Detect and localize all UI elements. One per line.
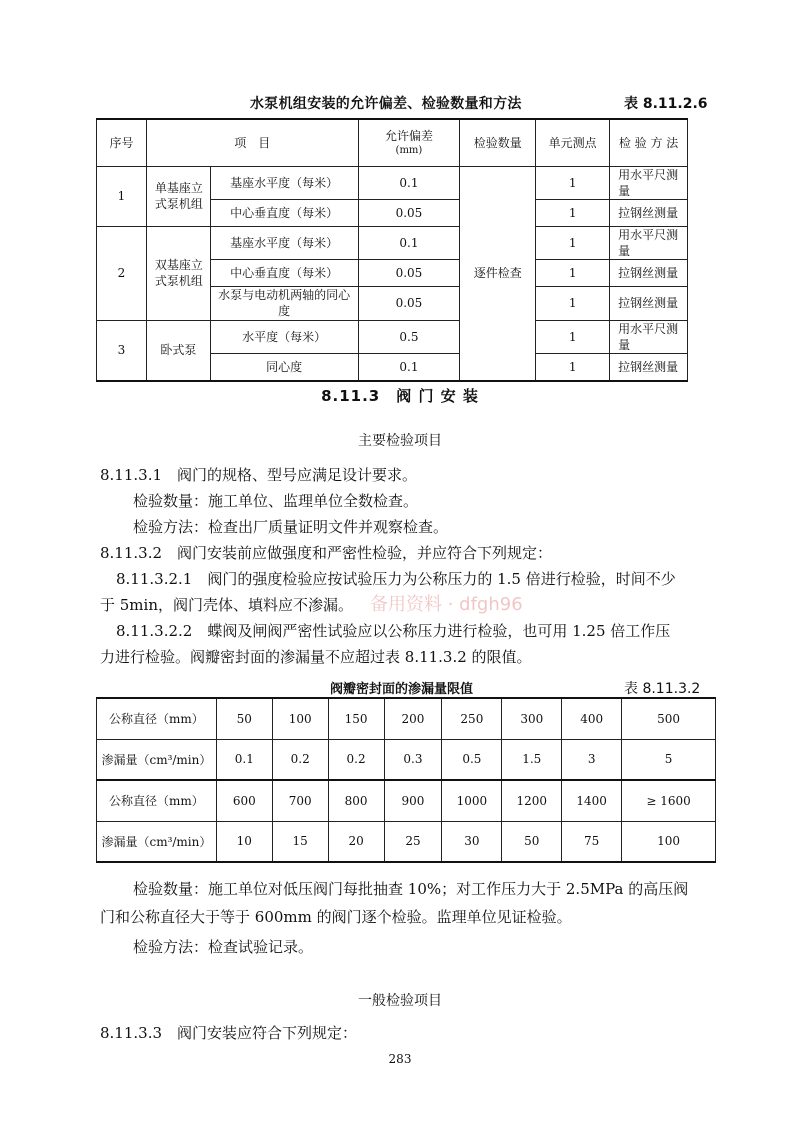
group-seq: 3 xyxy=(97,320,147,380)
group-seq: 2 xyxy=(97,226,147,320)
inspection-quantity-2: 检验数量：施工单位对低压阀门每批抽查 10%；对工作压力大于 2.5MPa 的高压阀 xyxy=(133,880,689,898)
paragraph-8-11-3-3: 8.11.3.3 阀门安装应符合下列规定： xyxy=(100,1024,358,1042)
value-cell: 600 xyxy=(216,780,272,821)
value-cell: 400 xyxy=(562,698,622,739)
value-cell: 0.1 xyxy=(216,739,272,780)
group-name: 双基座立式泵机组 xyxy=(146,226,210,320)
paragraph-8-11-3-2-1-cont: 于 5min，阀门壳体、填料应不渗漏。 xyxy=(100,596,353,614)
method-cell: 拉钢丝测量 xyxy=(610,287,688,320)
points-cell: 1 xyxy=(536,354,610,381)
value-cell: 10 xyxy=(216,821,272,862)
leakage-limit-table xyxy=(96,697,716,863)
tol-cell: 0.05 xyxy=(358,287,460,320)
tol-cell: 0.5 xyxy=(358,320,460,353)
method-cell: 拉钢丝测量 xyxy=(610,354,688,381)
value-cell: 1000 xyxy=(442,780,502,821)
table2-label: 表 8.11.3.2 xyxy=(624,681,701,697)
item-cell: 中心垂直度（每米） xyxy=(210,199,358,226)
value-cell: 200 xyxy=(384,698,442,739)
tol-cell: 0.1 xyxy=(358,354,460,381)
paragraph-8-11-3-2-1: 8.11.3.2.1 阀门的强度检验应按试验压力为公称压力的 1.5 倍进行检验，时间不少 xyxy=(116,570,676,588)
inspection-method-2: 检验方法：检查试验记录。 xyxy=(133,938,314,956)
value-cell: 500 xyxy=(622,698,716,739)
general-items-title: 一般检验项目 xyxy=(358,993,442,1009)
paragraph-8-11-3-1: 8.11.3.1 阀门的规格、型号应满足设计要求。 xyxy=(100,466,418,484)
points-cell: 1 xyxy=(536,199,610,226)
header-seq: 序号 xyxy=(97,119,147,166)
table-row xyxy=(97,320,688,353)
value-cell: 75 xyxy=(562,821,622,862)
value-cell: 0.3 xyxy=(384,739,442,780)
value-cell: 250 xyxy=(442,698,502,739)
tol-cell: 0.05 xyxy=(358,199,460,226)
tol-cell: 0.1 xyxy=(358,226,460,259)
item-cell: 水平度（每米） xyxy=(210,320,358,353)
value-cell: 30 xyxy=(442,821,502,862)
value-cell: 5 xyxy=(622,739,716,780)
value-cell: 25 xyxy=(384,821,442,862)
inspection-quantity-2-cont: 门和公称直径大于等于 600mm 的阀门逐个检验。监理单位见证检验。 xyxy=(100,908,572,926)
value-cell: 700 xyxy=(272,780,328,821)
inspection-method-1: 检验方法：检查出厂质量证明文件并观察检查。 xyxy=(133,518,449,536)
table-row xyxy=(97,166,688,199)
value-cell: 1.5 xyxy=(502,739,562,780)
value-cell: 0.2 xyxy=(272,739,328,780)
main-items-title: 主要检验项目 xyxy=(358,433,442,449)
value-cell: 1200 xyxy=(502,780,562,821)
section-title: 8.11.3 阀 门 安 装 xyxy=(321,387,479,405)
item-cell: 基座水平度（每米） xyxy=(210,226,358,259)
tol-cell: 0.1 xyxy=(358,166,460,199)
inspection-quantity-1: 检验数量：施工单位、监理单位全数检查。 xyxy=(133,492,419,510)
method-cell: 拉钢丝测量 xyxy=(610,199,688,226)
item-cell: 基座水平度（每米） xyxy=(210,166,358,199)
value-cell: 50 xyxy=(502,821,562,862)
watermark: 备用资料 · dfgh96 xyxy=(370,594,523,615)
value-cell: 800 xyxy=(328,780,384,821)
header-points: 单元测点 xyxy=(536,119,610,166)
table1-label: 表 8.11.2.6 xyxy=(624,96,708,112)
value-cell: 900 xyxy=(384,780,442,821)
row-label: 渗漏量（cm³/min） xyxy=(97,821,217,862)
points-cell: 1 xyxy=(536,287,610,320)
points-cell: 1 xyxy=(536,320,610,353)
points-cell: 1 xyxy=(536,226,610,259)
method-cell: 拉钢丝测量 xyxy=(610,260,688,287)
value-cell: 20 xyxy=(328,821,384,862)
points-cell: 1 xyxy=(536,260,610,287)
group-seq: 1 xyxy=(97,166,147,226)
group-name: 卧式泵 xyxy=(146,320,210,380)
table-row xyxy=(97,780,716,821)
page-number: 283 xyxy=(388,1052,412,1066)
item-cell: 同心度 xyxy=(210,354,358,381)
header-method: 检 验 方 法 xyxy=(610,119,688,166)
value-cell: 300 xyxy=(502,698,562,739)
paragraph-8-11-3-2-2: 8.11.3.2.2 蝶阀及闸阀严密性试验应以公称压力进行检验，也可用 1.25 倍工作压 xyxy=(116,622,671,640)
quantity-cell: 逐件检查 xyxy=(460,166,536,381)
points-cell: 1 xyxy=(536,166,610,199)
paragraph-8-11-3-2: 8.11.3.2 阀门安装前应做强度和严密性检验，并应符合下列规定： xyxy=(100,544,553,562)
table-row xyxy=(97,226,688,259)
paragraph-8-11-3-2-2-cont: 力进行检验。阀瓣密封面的渗漏量不应超过表 8.11.3.2 的限值。 xyxy=(100,648,532,666)
value-cell: ≥ 1600 xyxy=(622,780,716,821)
value-cell: 100 xyxy=(272,698,328,739)
value-cell: 50 xyxy=(216,698,272,739)
value-cell: 1400 xyxy=(562,780,622,821)
item-cell: 中心垂直度（每米） xyxy=(210,260,358,287)
value-cell: 15 xyxy=(272,821,328,862)
row-label: 渗漏量（cm³/min） xyxy=(97,739,217,780)
table-row xyxy=(97,739,716,780)
method-cell: 用水平尺测量 xyxy=(610,166,688,199)
method-cell: 用水平尺测量 xyxy=(610,320,688,353)
row-label: 公称直径（mm） xyxy=(97,780,217,821)
header-tolerance: 允许偏差 (mm) xyxy=(358,119,460,166)
header-quantity: 检验数量 xyxy=(460,119,536,166)
table2-caption: 阀瓣密封面的渗漏量限值 xyxy=(330,682,474,697)
item-cell: 水泵与电动机两轴的同心度 xyxy=(210,287,358,320)
value-cell: 3 xyxy=(562,739,622,780)
row-label: 公称直径（mm） xyxy=(97,698,217,739)
method-cell: 用水平尺测量 xyxy=(610,226,688,259)
group-name: 单基座立式泵机组 xyxy=(146,166,210,226)
tol-cell: 0.05 xyxy=(358,260,460,287)
value-cell: 0.2 xyxy=(328,739,384,780)
header-item: 项 目 xyxy=(146,119,358,166)
value-cell: 150 xyxy=(328,698,384,739)
value-cell: 0.5 xyxy=(442,739,502,780)
table-row xyxy=(97,821,716,862)
value-cell: 100 xyxy=(622,821,716,862)
table-row xyxy=(97,698,716,739)
table1-caption: 水泵机组安装的允许偏差、检验数量和方法 xyxy=(250,96,522,112)
pump-tolerance-table xyxy=(96,118,688,382)
